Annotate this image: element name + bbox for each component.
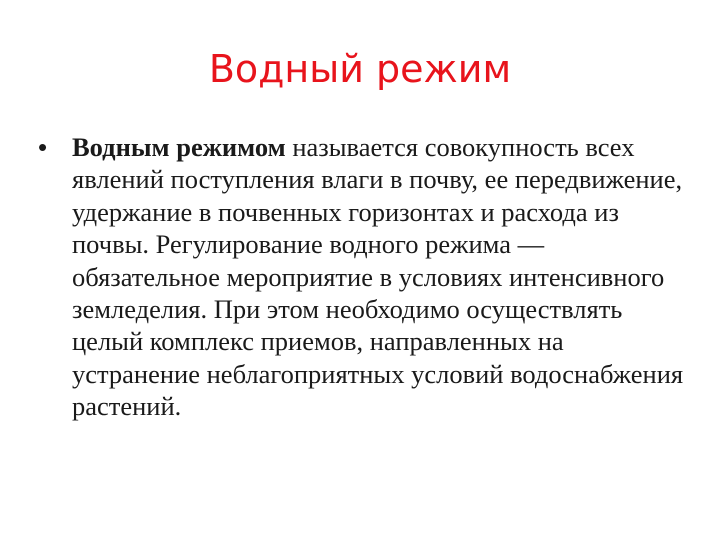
bullet-text: называется совокупность всех явлений поступления влаги в почву, ее передвижение, удержание в почвенных горизонтах и расхода из почвы. Регулирование водного режима — обязательное мероприятие в условиях интенсивного земледелия. При этом необходимо осуществлять целый комплекс приемов, направленных на устранение неблагоприятных условий водоснабжения растений.: [72, 132, 684, 422]
bullet-term: Водным режимом: [72, 132, 286, 162]
bullet-list: [36, 131, 686, 423]
slide-title: Водный режим: [208, 47, 512, 91]
bullet-item-definition: [36, 131, 686, 423]
bullet-marker: •: [38, 132, 48, 162]
